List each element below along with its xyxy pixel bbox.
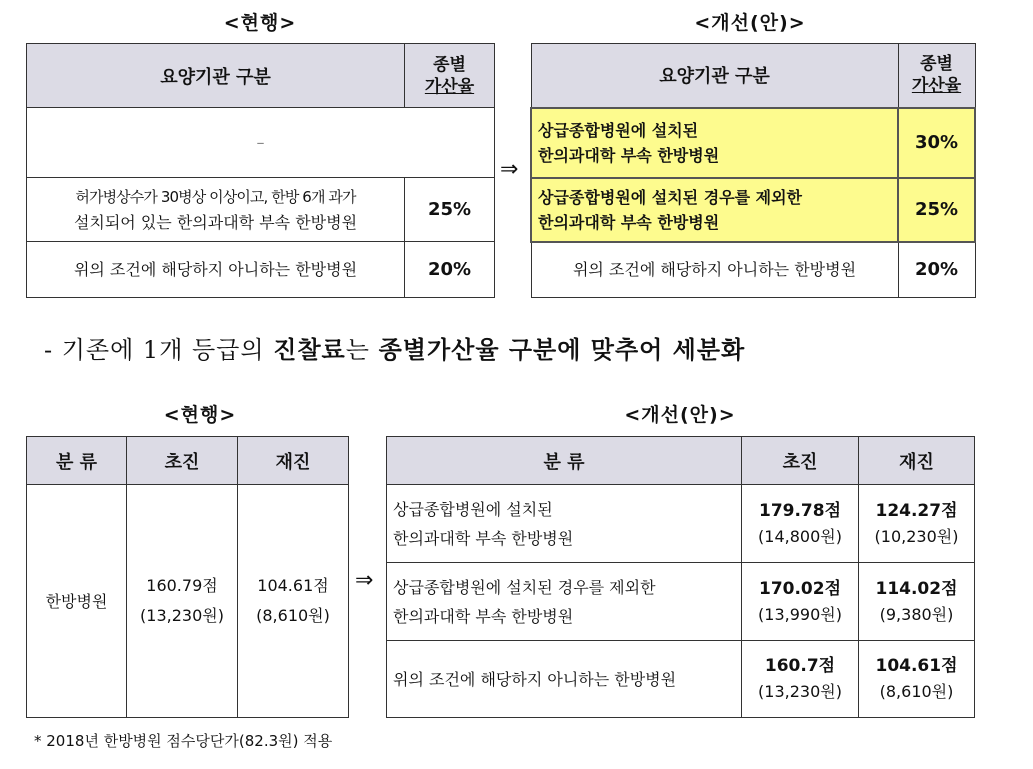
initial-points: 179.78점 [758,500,842,521]
revisit-won: (8,610원) [879,682,954,701]
rate-cell: 25% [898,178,975,242]
col-rate-line1: 종별 [920,54,953,75]
revisit-fee-cell [238,485,349,718]
col-initial-header: 초진 [742,437,859,485]
revisit-won: (8,610원) [256,606,330,625]
proposed-fee-table [386,436,975,718]
revisit-won: (10,230원) [874,526,959,546]
table-row [531,242,975,298]
table-row [387,485,975,563]
col-institution-header: 요양기관 구분 [531,44,898,108]
rate-cell: 25% [405,178,495,242]
revisit-points: 104.61점 [257,576,329,595]
proposed-heading-top: <개선(안)> [694,12,806,34]
col-category-header: 분 류 [27,437,127,485]
initial-points: 160.79점 [146,576,218,595]
summary-sentence [44,330,745,365]
col-rate-line1: 종별 [433,54,466,75]
institution-cell [27,178,405,242]
col-category-header: 분 류 [387,437,742,485]
institution-line1: 허가병상수가 30병상 이상이고, 한방 6개 과가 [75,188,356,206]
arrow-icon-bottom: ⇒ [355,568,374,593]
initial-fee-cell [742,563,859,641]
initial-won: (13,230원) [758,682,842,701]
current-fee-table [26,436,349,718]
institution-cell [531,108,898,178]
table-row [387,563,975,641]
category-cell: 한방병원 [27,485,127,718]
category-line2: 한의과대학 부속 한방병원 [393,528,574,548]
col-institution-header: 요양기관 구분 [27,44,405,108]
category-cell: 위의 조건에 해당하지 아니하는 한방병원 [387,641,742,718]
rate-cell: 20% [405,242,495,298]
revisit-points: 124.27점 [875,500,958,521]
sentence-prefix: - 기존에 1개 등급의 [44,336,274,364]
col-rate-line2: 가산율 [911,76,962,97]
table-row [27,178,495,242]
col-rate-header [898,44,975,108]
category-line1: 상급종합병원에 설치된 경우를 제외한 [393,577,656,597]
footnote: * 2018년 한방병원 점수당단가(82.3원) 적용 [34,732,333,750]
institution-line2: 한의과대학 부속 한방병원 [538,212,720,232]
initial-points: 160.7점 [764,656,836,676]
category-cell [387,485,742,563]
sentence-mid: 는 [345,336,379,364]
current-heading-bottom: <현행> [163,404,237,426]
revisit-points: 114.02점 [875,578,958,599]
initial-fee-cell [127,485,238,718]
current-rate-table [26,43,495,298]
institution-line2: 설치되어 있는 한의과대학 부속 한방병원 [73,213,358,232]
institution-line2: 한의과대학 부속 한방병원 [538,145,720,165]
table-row [531,178,975,242]
initial-won: (13,230원) [140,606,224,625]
institution-cell [531,178,898,242]
rate-cell: 20% [898,242,975,298]
revisit-fee-cell [859,485,975,563]
initial-points: 170.02점 [758,578,842,599]
empty-row-dash: – [27,108,495,178]
current-heading-top: <현행> [223,12,297,34]
revisit-fee-cell [859,563,975,641]
institution-line1: 상급종합병원에 설치된 [538,120,699,140]
sentence-bold2: 종별가산율 구분에 맞추어 세분화 [378,335,746,364]
institution-line1: 상급종합병원에 설치된 경우를 제외한 [538,187,803,207]
sentence-bold1: 진찰료 [273,335,346,364]
category-line2: 한의과대학 부속 한방병원 [393,606,574,626]
revisit-fee-cell [859,641,975,718]
initial-fee-cell [742,641,859,718]
institution-cell: 위의 조건에 해당하지 아니하는 한방병원 [531,242,898,298]
col-revisit-header: 재진 [859,437,975,485]
table-row [531,108,975,178]
col-rate-header [405,44,495,108]
revisit-won: (9,380원) [879,604,954,624]
institution-cell: 위의 조건에 해당하지 아니하는 한방병원 [27,242,405,298]
table-row [27,485,349,718]
revisit-points: 104.61점 [875,656,958,676]
proposed-heading-bottom: <개선(안)> [624,404,736,426]
arrow-icon-top: ⇒ [500,157,519,182]
proposed-rate-table [530,43,976,298]
category-line1: 상급종합병원에 설치된 [393,499,553,519]
rate-cell: 30% [898,108,975,178]
initial-won: (13,990원) [758,604,842,624]
table-row [387,641,975,718]
col-revisit-header: 재진 [238,437,349,485]
initial-won: (14,800원) [758,526,842,546]
col-initial-header: 초진 [127,437,238,485]
category-cell [387,563,742,641]
table-row [27,108,495,178]
col-rate-line2: 가산율 [424,76,475,97]
table-row [27,242,495,298]
initial-fee-cell [742,485,859,563]
